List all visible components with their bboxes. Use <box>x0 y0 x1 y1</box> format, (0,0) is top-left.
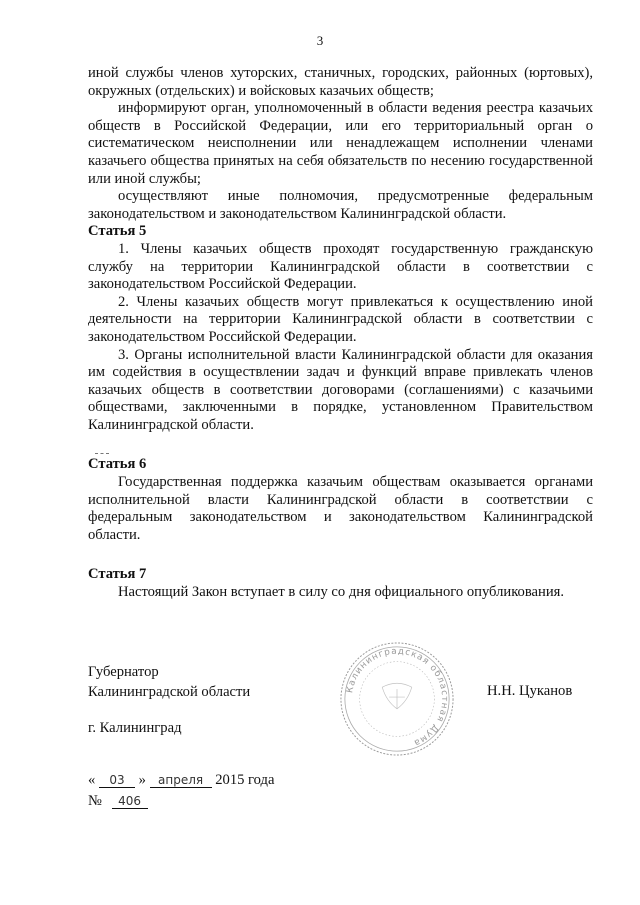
date-open-quote: « <box>88 772 96 788</box>
date-line <box>88 770 274 791</box>
document-body <box>88 65 593 602</box>
city-name: г. Калининград <box>88 720 182 736</box>
date-year: 2015 года <box>215 772 275 788</box>
margin-mark <box>95 453 109 455</box>
date-day: 03 <box>99 773 135 788</box>
page-number: 3 <box>316 33 324 48</box>
signatory-name: Н.Н. Цуканов <box>487 683 573 699</box>
article-5-heading: Статья 5 <box>88 223 147 240</box>
date-block <box>88 770 274 812</box>
paragraph-other-powers: осуществляют иные полномочия, предусмотренные федеральным законодательством и законодательством Калининградской области. <box>88 188 593 222</box>
official-seal <box>338 640 456 758</box>
date-close-quote: » <box>138 772 146 788</box>
law-number: 406 <box>112 794 148 809</box>
signatory-region: Калининградской области <box>88 684 251 700</box>
article-5-item-1: 1. Члены казачьих обществ проходят государственную гражданскую службу на территории Калининградской области в соответствии с законодательством Российской Федерации. <box>88 240 593 293</box>
paragraph-continuation: иной службы членов хуторских, станичных, городских, районных (юртовых), окружных (отдельских) и войсковых казачьих обществ; <box>88 65 593 99</box>
article-7-text: Настоящий Закон вступает в силу со дня официального опубликования. <box>118 584 565 601</box>
paragraph-inform: информируют орган, уполномоченный в области ведения реестра казачьих обществ в Российской Федерации, или его территориальный орган о систематическом неисполнении или ненадлежащем исполнении членами казачьего общества принятых на себя обязательств по несению государственной или иной службы; <box>88 100 593 187</box>
article-6-text: Государственная поддержка казачьим обществам оказывается органами исполнительной власти Калининградской области в соответствии с федеральным законодательством и законодательством Калининградской области. <box>88 474 593 543</box>
signature-block <box>88 662 250 702</box>
signatory-title: Губернатор <box>88 664 159 680</box>
article-7-heading: Статья 7 <box>88 566 147 583</box>
number-line <box>88 791 274 812</box>
article-5-item-2: 2. Члены казачьих обществ могут привлекаться к осуществлению иной деятельности на территории Калининградской области в соответствии с законодательством Российской Федерации. <box>88 293 593 345</box>
svg-text:Калининградская областная Дума: Калининградская областная Дума <box>345 646 450 748</box>
date-month: апреля <box>150 773 212 788</box>
number-label: № <box>88 793 102 809</box>
article-6-heading: Статья 6 <box>88 456 147 473</box>
article-5-item-3: 3. Органы исполнительной власти Калининградской области для оказания им содействия в осуществлении задач и функций вправе привлекать членов казачьих обществ в соответствии договорами (соглашениями) с казачьими обществами, заключенными в порядке, установленном Правительством Калининградской области. <box>88 346 593 433</box>
